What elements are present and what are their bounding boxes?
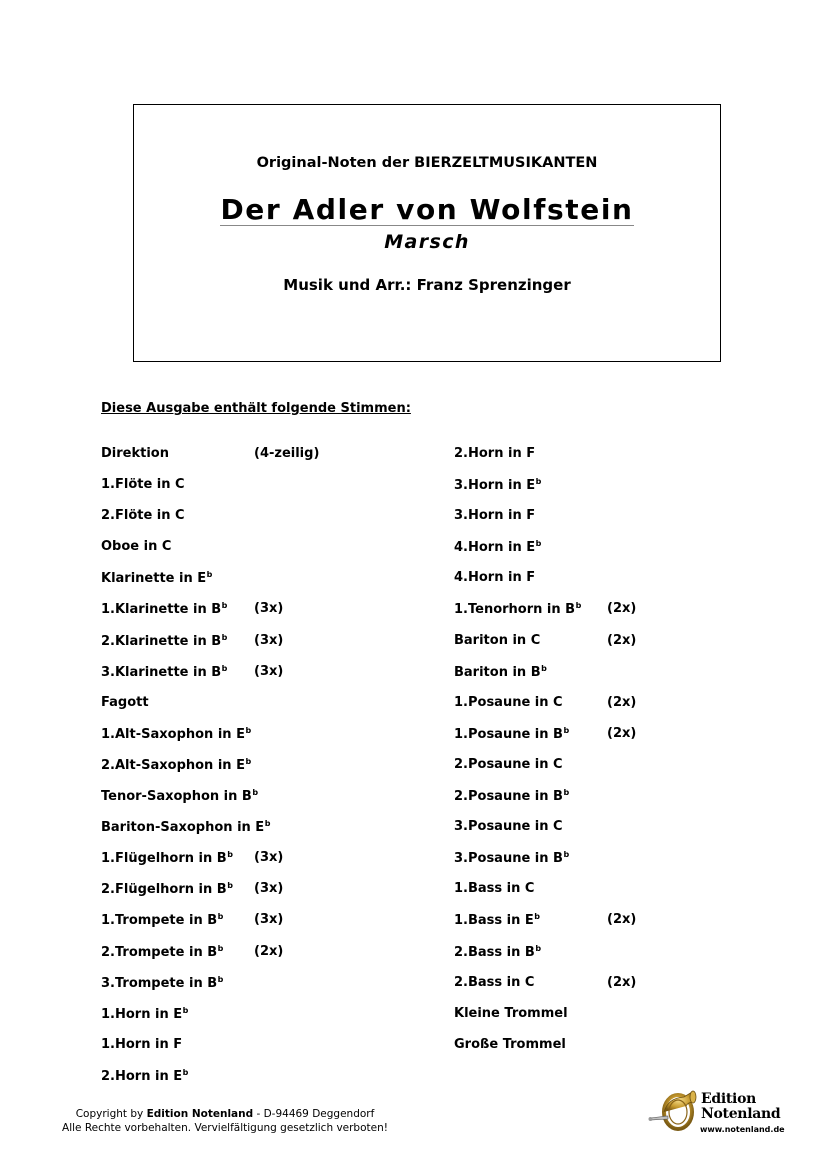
part-name-text: Große Trommel [454,1036,566,1052]
part-name [101,477,185,492]
part-count: (3x) [254,881,284,897]
part-count: (2x) [607,912,637,928]
part-name-text: Direktion [101,446,169,461]
part-name-text: Kleine Trommel [454,1005,568,1021]
part-name-text: 1.Bass in C [454,881,535,897]
part-name [101,881,233,897]
part-name [101,539,171,554]
part-count: (2x) [607,601,637,617]
part-name [101,850,233,866]
part-name [454,881,534,896]
part-count: (3x) [254,663,284,679]
part-name [454,695,563,710]
part-count: (2x) [607,974,637,990]
part-name [454,819,563,834]
part-name [454,912,540,928]
part-name-text: 2.Klarinette in B [101,633,222,649]
part-name-text: 3.Horn in F [454,508,536,524]
part-name [454,975,534,990]
part-name-text: 2.Bass in C [454,974,535,990]
part-name-text: 3.Klarinette in B [101,664,222,680]
part-name [101,570,212,586]
logo-text-edition: Edition [701,1091,756,1107]
publisher-logo [648,1088,788,1138]
part-name [101,1037,182,1052]
flat-sign: b [217,912,224,922]
flat-sign: b [563,725,570,735]
part-name-text: 4.Horn in E [454,540,536,556]
flat-sign: b [227,850,233,860]
part-name-text: 1.Klarinette in B [101,602,222,618]
part-name [101,757,251,773]
part-name-text: 2.Bass in B [454,944,535,960]
logo-text-notenland: Notenland [701,1106,781,1122]
part-name [101,788,258,804]
flat-sign: b [221,632,228,642]
part-name-text: Bariton-Saxophon in E [101,820,265,836]
part-name-text: Bariton in C [454,632,541,648]
part-name-text: Tenor-Saxophon in B [101,789,252,805]
part-name [101,944,223,960]
part-count: (3x) [254,850,284,866]
flat-sign: b [217,974,224,984]
flat-sign: b [535,539,542,549]
part-name-text: Oboe in C [101,539,172,555]
part-name [101,912,223,928]
flat-sign: b [245,725,252,735]
part-name-text: 3.Posaune in C [454,819,563,835]
part-name-text: Fagott [101,694,149,710]
part-count: (3x) [254,601,284,617]
part-name-text: 2.Flöte in C [101,508,185,524]
flat-sign: b [535,477,542,487]
part-count: (2x) [607,632,637,648]
piece-title [134,195,720,226]
part-name-text: 1.Horn in F [101,1036,183,1052]
part-name-text: 1.Horn in E [101,1006,183,1022]
part-name [101,975,223,991]
part-name [454,788,569,804]
copyright-notice [40,1107,410,1135]
part-name [101,1006,188,1022]
part-name-text: 3.Horn in E [454,478,536,494]
parts-heading: Diese Ausgabe enthält folgende Stimmen: [101,401,411,416]
part-name-text: 1.Tenorhorn in B [454,602,576,618]
flat-sign: b [541,663,547,673]
part-count: (2x) [254,943,284,959]
part-name [454,726,569,742]
part-name-text: 1.Trompete in B [101,913,218,929]
flat-sign: b [221,601,228,611]
part-name [454,570,535,585]
piece-subtitle: Marsch [384,231,470,253]
part-name [101,633,227,649]
flat-sign: b [227,881,233,891]
part-name [454,539,541,555]
part-name-text: 2.Posaune in C [454,756,563,772]
flat-sign: b [264,819,271,829]
part-name-text: 2.Horn in F [454,446,536,461]
publisher-name: Edition Notenland [146,1108,254,1120]
part-count: (3x) [254,912,284,928]
copyright-line [40,1107,410,1121]
part-name [101,819,270,835]
flat-sign: b [563,788,570,798]
logo-url: www.notenland.de [700,1125,785,1134]
part-name [101,695,149,710]
part-name-text: 2.Horn in E [101,1068,183,1084]
posthorn-icon [648,1088,700,1138]
part-name-text: 1.Alt-Saxophon in E [101,726,245,742]
part-name [454,1037,566,1052]
part-name [101,1068,188,1084]
part-name-text: 2.Alt-Saxophon in E [101,757,245,773]
part-name-text: 1.Bass in E [454,913,534,929]
rights-line: Alle Rechte vorbehalten. Vervielfältigung gesetzlich verboten! [62,1122,388,1134]
part-name [454,446,535,461]
copyright-prefix: Copyright by [75,1108,147,1120]
part-name [101,446,169,461]
part-name-text: Bariton in B [454,664,541,680]
series-line: Original-Noten der BIERZELTMUSIKANTEN [256,155,598,171]
part-name [454,633,540,648]
part-name-text: 2.Trompete in B [101,944,218,960]
flat-sign: b [217,943,224,953]
part-name [101,508,185,523]
flat-sign: b [575,601,582,611]
flat-sign: b [563,850,570,860]
part-name-text: 3.Posaune in B [454,851,563,867]
part-name-text: 1.Posaune in B [454,726,563,742]
part-count: (4-zeilig) [254,446,320,461]
piece-title-text: Der Adler von Wolfstein [220,193,634,226]
title-box [133,104,721,362]
flat-sign: b [182,1067,189,1077]
part-name-text: 1.Posaune in C [454,694,563,710]
part-name-text: 1.Flügelhorn in B [101,851,227,867]
part-name [101,601,227,617]
part-count: (2x) [607,694,637,710]
part-name-text: 2.Flügelhorn in B [101,882,227,898]
part-name-text: 4.Horn in F [454,570,536,586]
flat-sign: b [221,663,228,673]
part-name [101,726,251,742]
flat-sign: b [252,788,259,798]
part-name [454,477,541,493]
part-name [454,850,569,866]
part-name [454,1006,568,1021]
flat-sign: b [206,570,213,580]
part-name [101,664,227,680]
part-name-text: 2.Posaune in B [454,789,563,805]
part-name-text: 3.Trompete in B [101,975,218,991]
part-count: (3x) [254,632,284,648]
part-count: (2x) [607,725,637,741]
publisher-address: - D-94469 Deggendorf [253,1108,375,1120]
flat-sign: b [182,1005,189,1015]
part-name-text: 1.Flöte in C [101,477,185,493]
part-name [454,664,547,680]
part-name [454,944,541,960]
part-name [454,508,535,523]
composer-line: Musik und Arr.: Franz Sprenzinger [283,276,571,294]
flat-sign: b [245,756,252,766]
part-name [454,601,581,617]
flat-sign: b [534,912,541,922]
flat-sign: b [535,943,542,953]
part-name-text: Klarinette in E [101,571,207,587]
part-name [454,757,563,772]
